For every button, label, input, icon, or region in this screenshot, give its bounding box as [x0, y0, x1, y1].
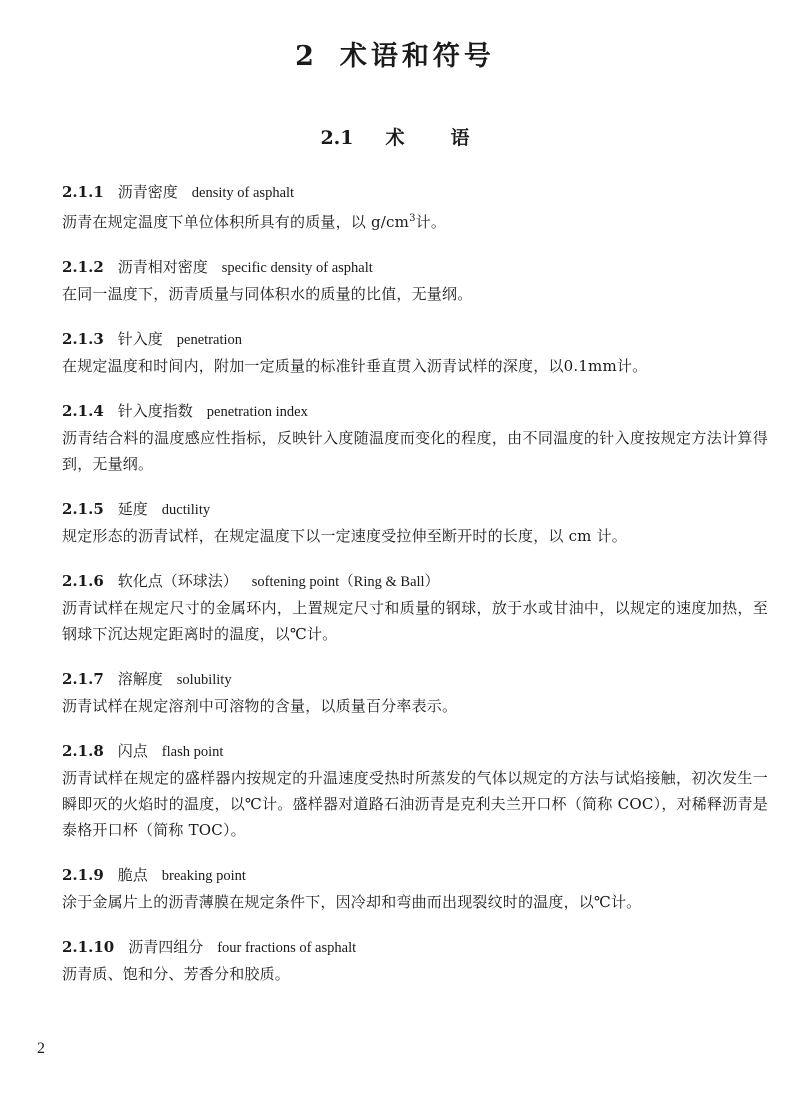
term-definition: 规定形态的沥青试样，在规定温度下以一定速度受拉伸至断开时的长度，以 cm 计。	[62, 527, 627, 545]
term-entry	[62, 399, 768, 477]
term-number: 2.1.8	[62, 742, 104, 760]
term-definition: 沥青试样在规定溶剂中可溶物的含量，以质量百分率表示。	[62, 697, 458, 715]
term-english: breaking point	[161, 868, 246, 884]
term-heading	[62, 180, 768, 206]
chapter-title-text: 术语和符号	[339, 41, 495, 72]
term-entry	[62, 863, 768, 915]
term-entry	[62, 180, 768, 235]
term-heading	[62, 863, 768, 889]
term-list	[62, 180, 768, 1007]
term-english: ductility	[161, 502, 211, 518]
superscript: 3	[409, 213, 416, 224]
term-definition: 沥青试样在规定尺寸的金属环内，上置规定尺寸和质量的钢球，放于水或甘油中，以规定的速度加热，至钢球下沉达规定距离时的温度，以℃计。	[62, 599, 768, 643]
term-english: flash point	[161, 744, 224, 760]
term-english: density of asphalt	[191, 185, 295, 201]
term-chinese: 脆点	[117, 866, 148, 884]
term-entry	[62, 739, 768, 843]
term-number: 2.1.5	[62, 500, 104, 518]
term-heading	[62, 255, 768, 281]
term-definition: 沥青试样在规定的盛样器内按规定的升温速度受热时所蒸发的气体以规定的方法与试焰接触，初次发生一瞬即灭的火焰时的温度，以℃计。盛样器对道路石油沥青是克利夫兰开口杯（简称 COC），对稀释沥青是泰格开口杯（简称 TOC）。	[62, 769, 768, 839]
term-chinese: 针入度	[117, 330, 163, 348]
term-number: 2.1.2	[62, 258, 104, 276]
term-heading	[62, 935, 768, 961]
term-heading	[62, 497, 768, 523]
term-english: solubility	[176, 672, 232, 688]
section-number: 2.1	[320, 127, 354, 149]
section-title	[0, 123, 790, 150]
term-heading	[62, 399, 768, 425]
term-english: softening point（Ring & Ball）	[251, 574, 440, 590]
term-number: 2.1.4	[62, 402, 104, 420]
term-number: 2.1.7	[62, 670, 104, 688]
chapter-number: 2	[295, 41, 318, 72]
term-chinese: 沥青四组分	[128, 938, 204, 956]
term-entry	[62, 327, 768, 379]
term-chinese: 沥青相对密度	[117, 258, 208, 276]
term-number: 2.1.1	[62, 183, 104, 201]
term-entry	[62, 667, 768, 719]
term-chinese: 软化点（环球法）	[117, 572, 238, 590]
term-number: 2.1.10	[62, 938, 115, 956]
term-number: 2.1.6	[62, 572, 104, 590]
section-title-part2: 语	[450, 127, 470, 149]
term-definition-text: 沥青在规定温度下单位体积所具有的质量，以 g/cm	[62, 213, 410, 231]
term-definition: 在规定温度和时间内，附加一定质量的标准针垂直贯入沥青试样的深度，以0.1mm计。	[62, 357, 648, 375]
term-english: four fractions of asphalt	[217, 940, 357, 956]
term-chinese: 针入度指数	[117, 402, 193, 420]
term-number: 2.1.9	[62, 866, 104, 884]
term-chinese: 沥青密度	[117, 183, 178, 201]
term-entry	[62, 255, 768, 307]
term-chinese: 溶解度	[117, 670, 163, 688]
term-heading	[62, 327, 768, 353]
section-title-part1: 术	[385, 127, 405, 149]
term-definition: 沥青结合料的温度感应性指标，反映针入度随温度而变化的程度，由不同温度的针入度按规定方法计算得到，无量纲。	[62, 429, 768, 473]
term-chinese: 闪点	[117, 742, 148, 760]
term-definition	[62, 206, 768, 235]
term-number: 2.1.3	[62, 330, 104, 348]
term-english: penetration index	[206, 404, 308, 420]
term-entry	[62, 569, 768, 647]
term-definition: 涂于金属片上的沥青薄膜在规定条件下，因冷却和弯曲而出现裂纹时的温度，以℃计。	[62, 893, 642, 911]
term-definition-end: 计。	[415, 213, 447, 231]
term-chinese: 延度	[117, 500, 148, 518]
term-definition: 在同一温度下，沥青质量与同体积水的质量的比值，无量纲。	[62, 285, 473, 303]
term-heading	[62, 667, 768, 693]
page-number: 2	[37, 1040, 45, 1057]
term-english: specific density of asphalt	[221, 260, 373, 276]
term-heading	[62, 569, 768, 595]
chapter-title	[0, 34, 790, 73]
term-heading	[62, 739, 768, 765]
term-english: penetration	[176, 332, 243, 348]
term-entry	[62, 497, 768, 549]
term-entry	[62, 935, 768, 987]
term-definition: 沥青质、饱和分、芳香分和胶质。	[62, 965, 291, 983]
